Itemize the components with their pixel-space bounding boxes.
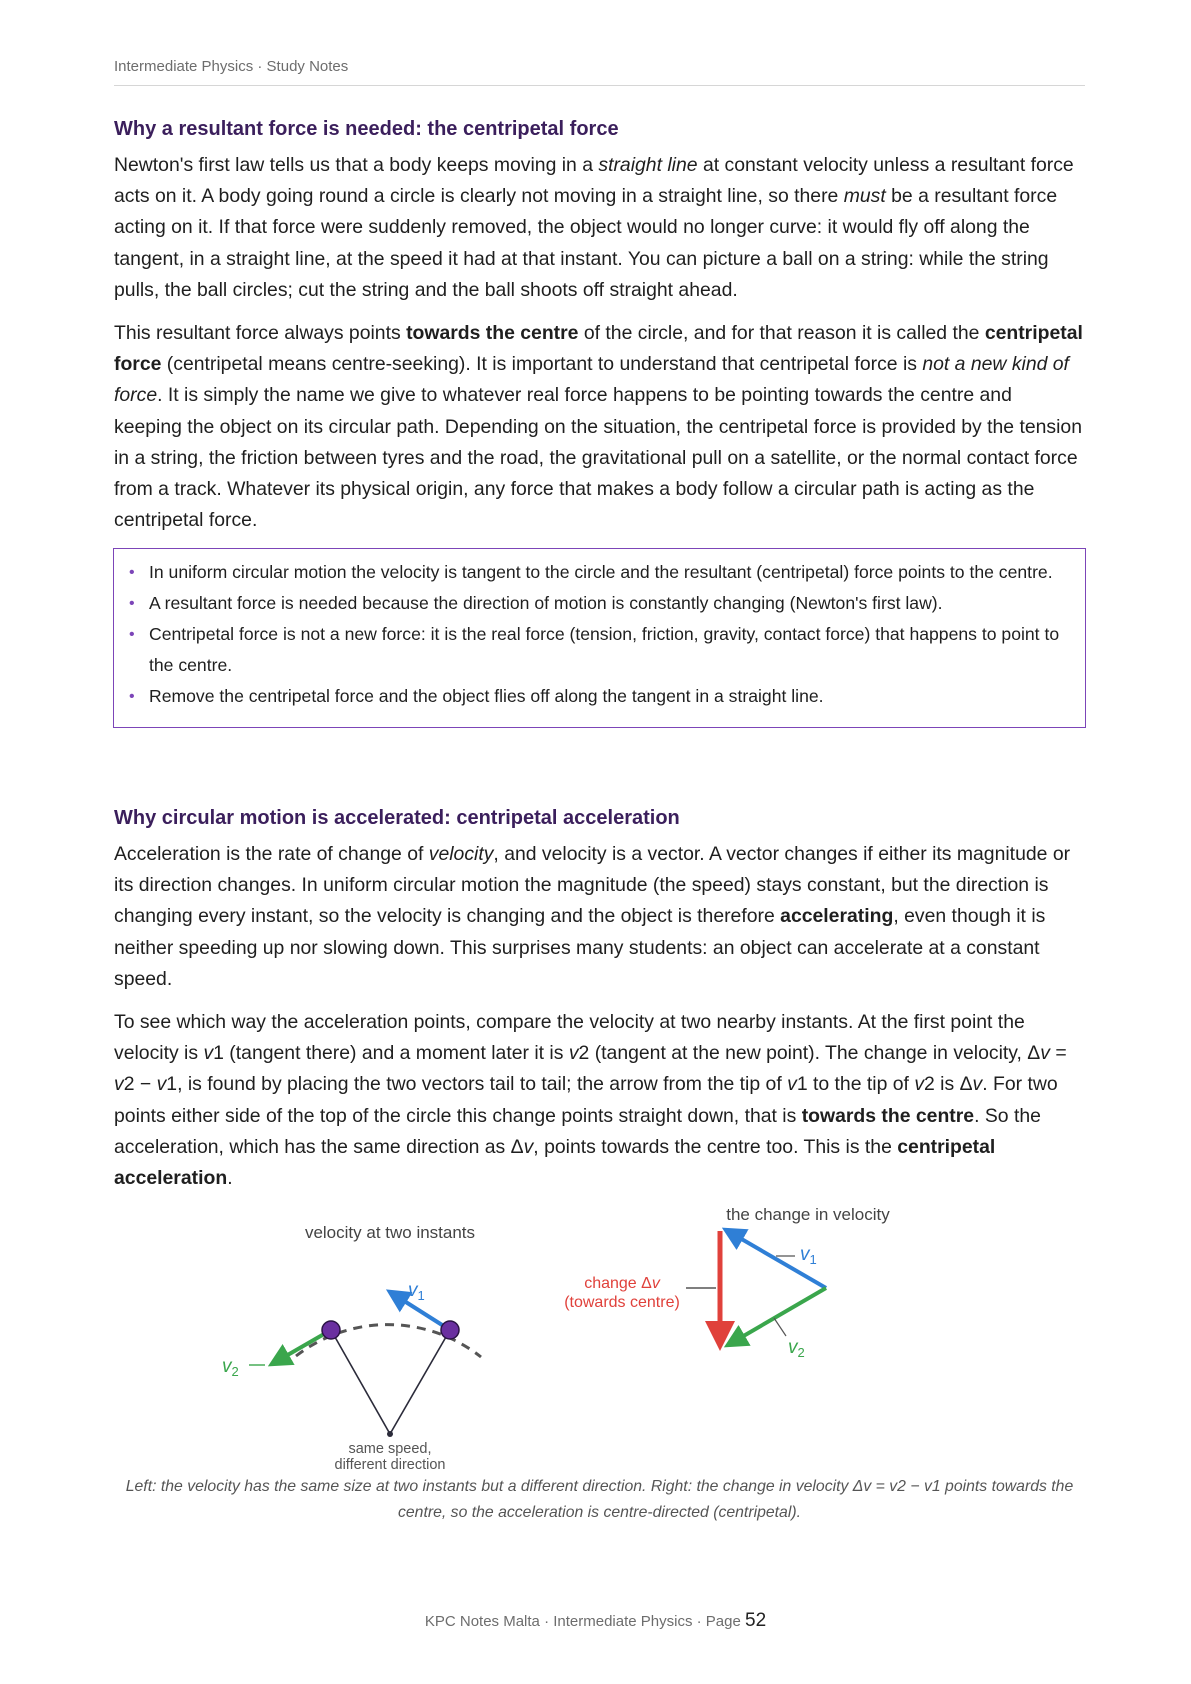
radius-line [390, 1330, 450, 1434]
list-item: • A resultant force is needed because the direction of motion is constantly changing (Newton's first law). [127, 588, 1072, 619]
bullet-icon: • [129, 688, 135, 705]
position-point [322, 1321, 340, 1339]
bullet-icon: • [129, 595, 135, 612]
left-diagram-title: velocity at two instants [304, 1223, 476, 1242]
radius-line [331, 1330, 390, 1434]
v2-vector [728, 1288, 826, 1345]
delta-v-label-line-2: (towards centre) [564, 1294, 680, 1311]
figure-caption: Left: the velocity has the same size at two instants but a different direction. Right: the change in velocity Δv = v2 − v1 points towards the centre, so the acceleration is centre-directed (centripetal). [125, 1478, 1074, 1521]
v2-label: $v_2$ [788, 1337, 805, 1360]
v1-label: $v_1$ [408, 1280, 425, 1303]
paragraph: Newton's first law tells us that a body keeps moving in a straight line at constant velocity unless a resultant force acts on it. A body going round a circle is clearly not moving in a straight line, so there must be a resultant force acting on it. If that force were suddenly removed, the object would no longer curve: it would fly off along the tangent, in a straight line, at the speed it had at that instant. You can picture a ball on a string: while the string pulls, the ball circles; cut the string and the ball shoots off straight ahead. [114, 154, 1074, 301]
key-points-box [113, 548, 1086, 728]
section-heading: Why a resultant force is needed: the centripetal force [114, 118, 619, 140]
left-note-line-2: different direction [334, 1457, 446, 1473]
page-number: 52 [745, 1610, 767, 1631]
velocity-diagram [0, 1196, 1191, 1476]
key-points-list [127, 557, 1072, 712]
paragraph: Acceleration is the rate of change of velocity, and velocity is a vector. A vector changes if either its magnitude or its direction changes. In uniform circular motion the magnitude (the speed) stays constant, but the direction is changing every instant, so the velocity is changing and the object is therefore accelerating, even though it is neither speeding up nor slowing down. This surprises many students: an object can accelerate at a constant speed. [114, 843, 1071, 990]
paragraph: This resultant force always points towards the centre of the circle, and for that reason it is called the centripetal force (centripetal means centre-seeking). It is important to understand that centripetal force is not a new kind of force. It is simply the name we give to whatever real force happens to be pointing towards the centre and keeping the object on its circular path. Depending on the situation, the centripetal force is provided by the tension in a string, the friction between tyres and the road, the gravitational pull on a satellite, or the normal contact force from a track. Whatever its physical origin, any force that makes a body follow a circular path is acting as the centripetal force. [114, 322, 1083, 532]
v2-leader [774, 1318, 786, 1336]
centre-point [387, 1431, 393, 1437]
bullet-icon: • [129, 564, 135, 581]
section-centripetal-force [114, 116, 1085, 536]
velocity-figure [0, 1196, 1191, 1476]
delta-v-label-line-1: change Δv [584, 1275, 660, 1292]
v2-label: $v_2$ [222, 1356, 239, 1379]
right-diagram-title: the change in velocity [726, 1205, 890, 1224]
list-item: • In uniform circular motion the velocity is tangent to the circle and the resultant (centripetal) force points to the centre. [127, 557, 1072, 588]
running-head: Intermediate Physics · Study Notes [114, 58, 1085, 86]
page-footer: KPC Notes Malta · Intermediate Physics · Page 52 [424, 1610, 767, 1631]
section-centripetal-acceleration [114, 805, 1085, 1194]
v1-label: $v_1$ [800, 1244, 817, 1267]
v2-arrow [272, 1330, 331, 1364]
paragraph: To see which way the acceleration points, compare the velocity at two nearby instants. At the first point the velocity is v1 (tangent there) and a moment later it is v2 (tangent at the new point). The change in velocity, Δv = v2 − v1, is found by placing the two vectors tail to tail; the arrow from the tip of v1 to the tip of v2 is Δv. For two points either side of the top of the circle this change points straight down, that is towards the centre. So the acceleration, which has the same direction as Δv, points towards the centre too. This is the centripetal acceleration. [114, 1011, 1067, 1190]
list-item: • Remove the centripetal force and the object flies off along the tangent in a straight line. [127, 681, 1072, 712]
list-item: • Centripetal force is not a new force: it is the real force (tension, friction, gravity, contact force) that happens to point to the centre. [127, 619, 1072, 681]
bullet-icon: • [129, 626, 135, 643]
left-note-line-1: same speed, [348, 1441, 432, 1457]
section-heading: Why circular motion is accelerated: centripetal acceleration [114, 807, 680, 829]
position-point [441, 1321, 459, 1339]
